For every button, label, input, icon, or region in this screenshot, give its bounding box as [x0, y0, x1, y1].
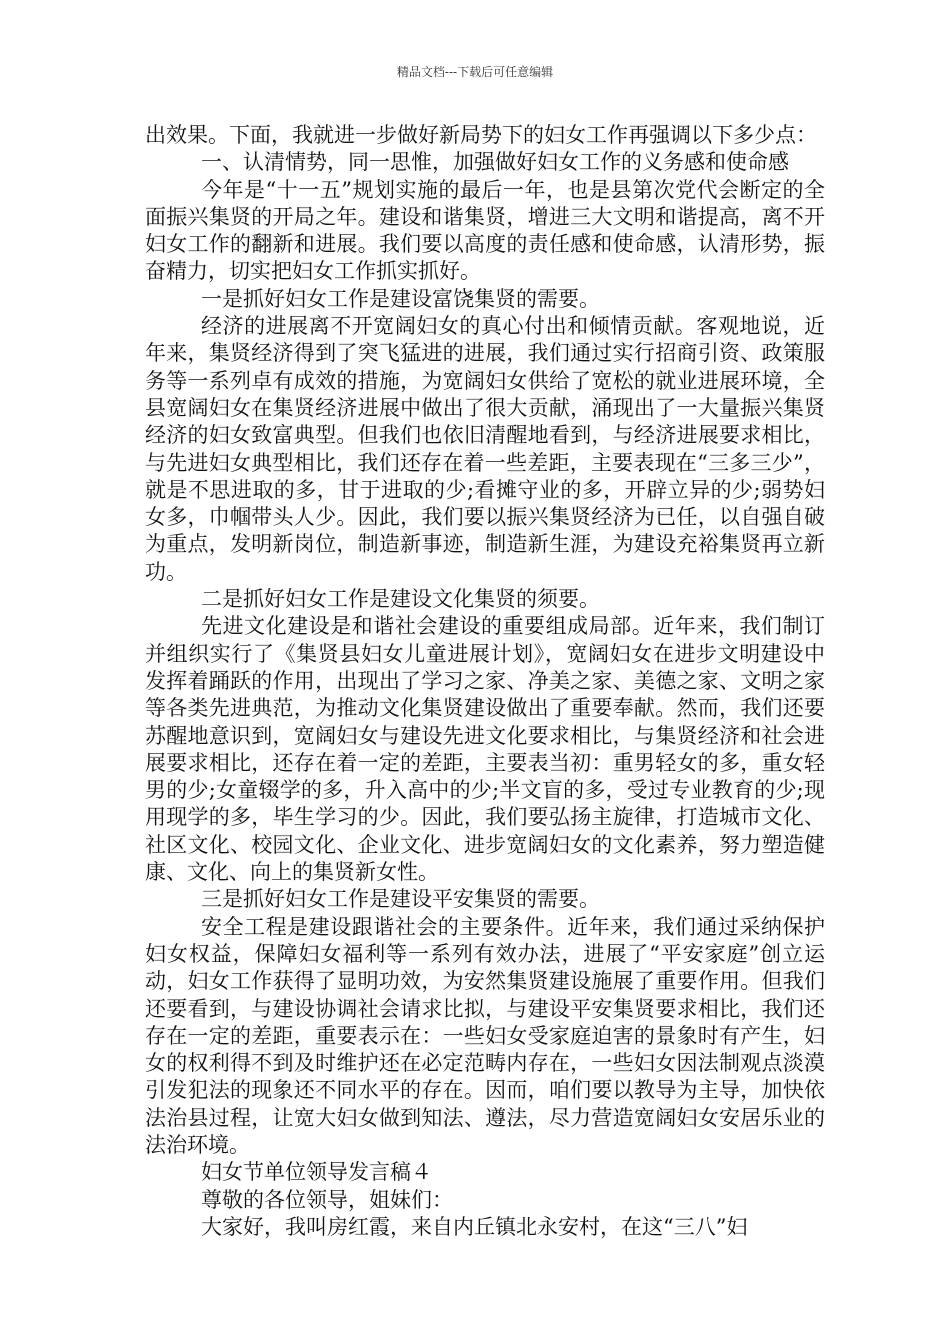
sub-heading: 三是抓好妇女工作是建设平安集贤的需要。 — [201, 887, 600, 912]
document-body — [145, 122, 825, 1241]
sub-heading: 二是抓好妇女工作是建设文化集贤的须要。 — [201, 587, 600, 612]
paragraph: 出效果。下面，我就进一步做好新局势下的妇女工作再强调以下多少点： — [145, 123, 817, 147]
sub-heading: 一是抓好妇女工作是建设富饶集贤的需要。 — [201, 286, 600, 311]
paragraph: 大家好，我叫房红霞，来自内丘镇北永安村，在这“三八”妇 — [201, 1214, 748, 1239]
paragraph: 先进文化建设是和谐社会建设的重要组成局部。近年来，我们制订并组织实行了《集贤县妇女儿童进展计划》，宽阔妇女在进步文明建设中发挥着踊跃的作用，出现出了学习之家、净美之家、美德之家、文明之家等各类先进典范，为推动文化集贤建设做出了重要奉献。然而，我们还要苏醒地意识到，宽阔妇女与建设先进文化要求相比，与集贤经济和社会进展要求相比，还存在着一定的差距，主要表当初：重男轻女的多，重女轻男的少;女童辍学的多，升入高中的少;半文盲的多，受过专业教育的少;现用现学的多，毕生学习的少。因此，我们要弘扬主旋律，打造城市文化、社区文化、校园文化、企业文化、进步宽阔妇女的文化素养，努力塑造健康、文化、向上的集贤新女性。 — [145, 614, 825, 885]
paragraph: 安全工程是建设跟谐社会的主要条件。近年来，我们通过采纳保护妇女权益，保障妇女福利等一系列有效办法，进展了“平安家庭”创立运动，妇女工作获得了显明功效，为安然集贤建设施展了重要作用。但我们还要看到，与建设协调社会请求比拟，与建设平安集贤要求相比，我们还存在一定的差距，重要表示在：一些妇女受家庭迫害的景象时有产生，妇女的权利得不到及时维护还在必定范畴内存在，一些妇女因法制观点淡漠引发犯法的现象还不同水平的存在。因而，咱们要以教导为主导，加快依法治县过程，让宽大妇女做到知法、遵法，尽力营造宽阔妇女安居乐业的法治环境。 — [145, 914, 825, 1157]
speech-title: 妇女节单位领导发言稿４ — [201, 1160, 432, 1185]
page-header: 精品文档---下载后可任意编辑 — [396, 65, 554, 79]
paragraph: 今年是“十一五”规划实施的最后一年，也是县第次党代会断定的全面振兴集贤的开局之年。建设和谐集贤，增进三大文明和谐提高，离不开妇女工作的翻新和进展。我们要以高度的责任感和使命感，认清形势，振奋精力，切实把妇女工作抓实抓好。 — [145, 177, 825, 284]
section-heading: 一、认清情势，同一思惟，加强做好妇女工作的义务感和使命感 — [201, 150, 789, 175]
paragraph: 经济的进展离不开宽阔妇女的真心付出和倾情贡献。客观地说，近年来，集贤经济得到了突飞猛进的进展，我们通过实行招商引资、政策服务等一系列卓有成效的措施，为宽阔妇女供给了宽松的就业进展环境，全县宽阔妇女在集贤经济进展中做出了很大贡献，涌现出了一大量振兴集贤经济的妇女致富典型。但我们也依旧清醒地看到，与经济进展要求相比，与先进妇女典型相比，我们还存在着一些差距，主要表现在“三多三少”，就是不思进取的多，甘于进取的少;看摊守业的多，开辟立异的少;弱势妇女多，巾帼带头人少。因此，我们要以振兴集贤经济为已任，以自强自破为重点，发明新岗位，制造新事迹，制造新生涯，为建设充裕集贤再立新功。 — [145, 314, 825, 584]
salutation: 尊敬的各位领导，姐妹们： — [201, 1187, 453, 1212]
